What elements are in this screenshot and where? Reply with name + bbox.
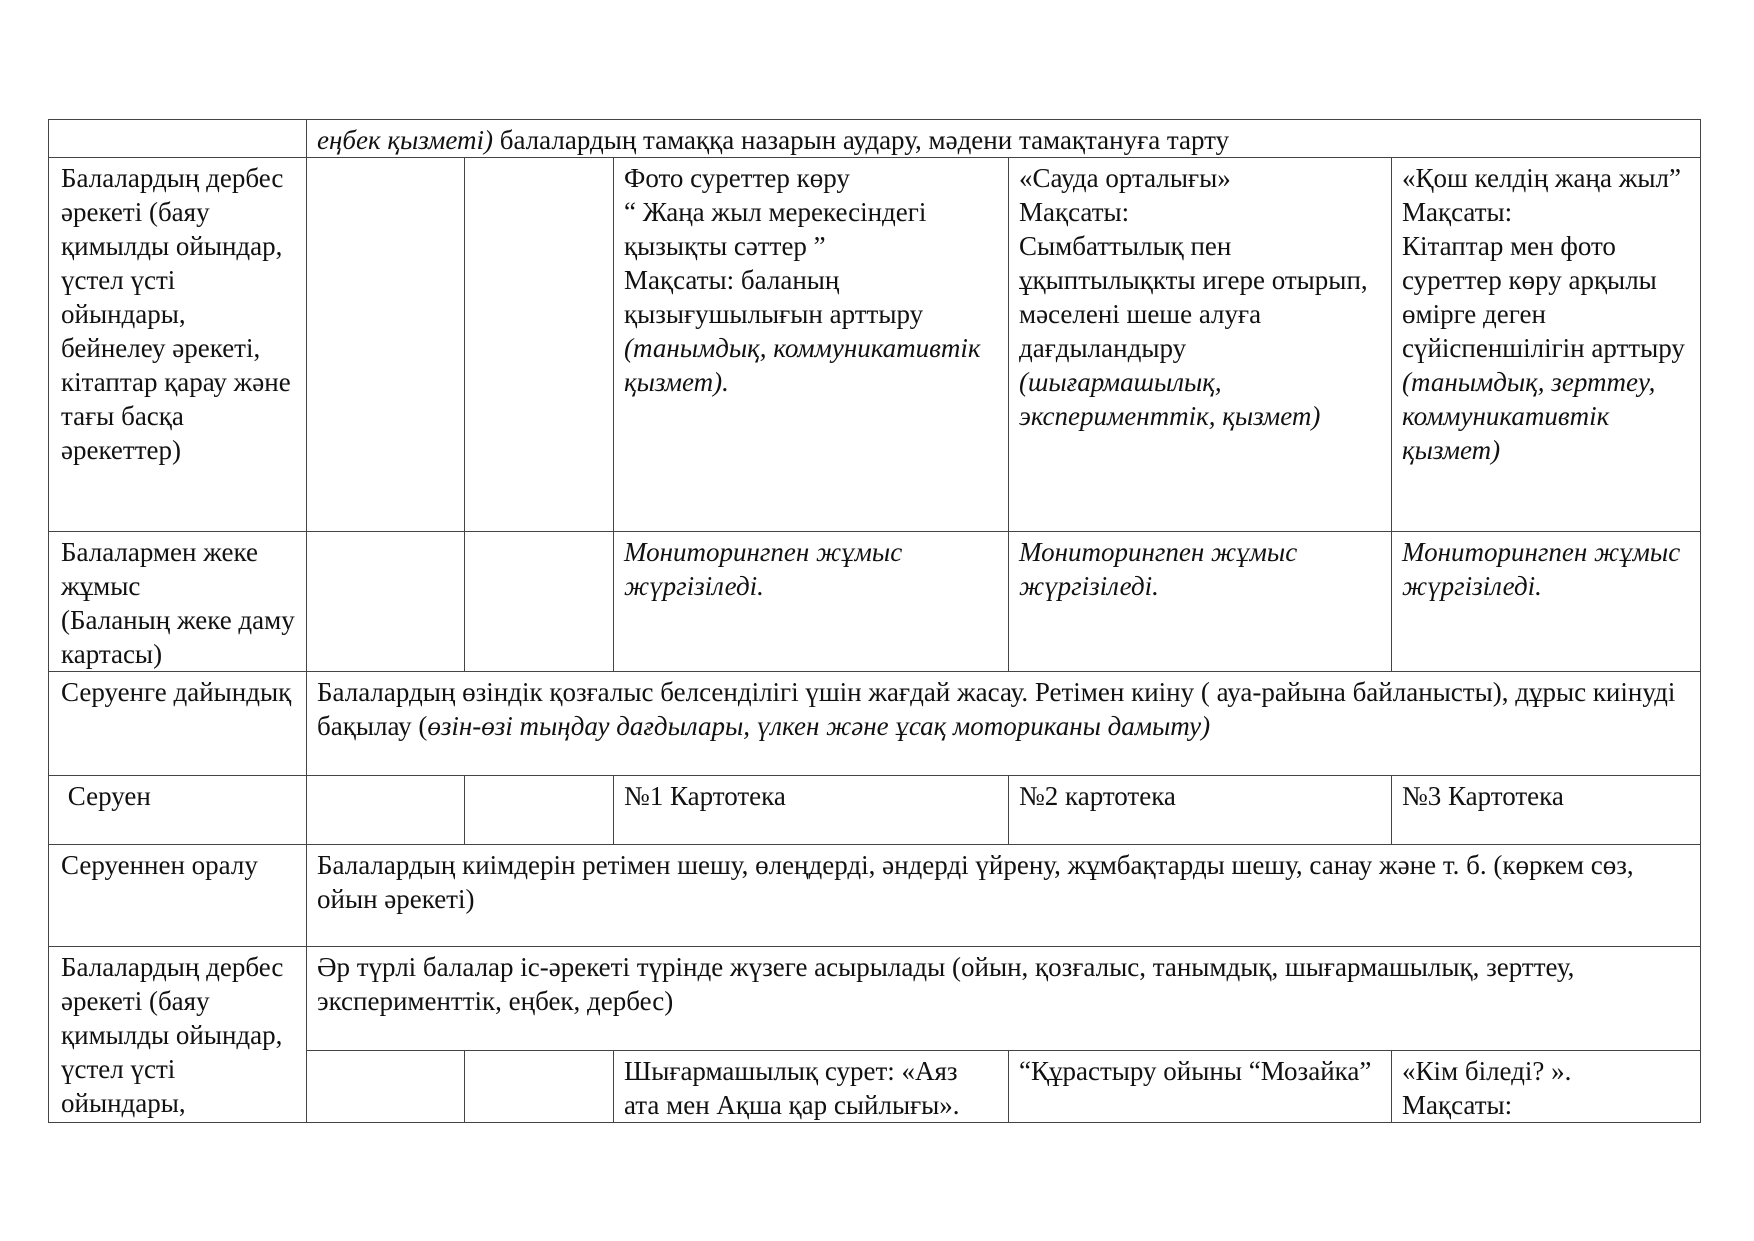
walk-prep-text-italic: өзін-өзі тыңдау дағдылары, үлкен және ұсақ моториканы дамыту) bbox=[427, 711, 1211, 741]
table-row-return bbox=[49, 845, 1701, 947]
independent-activity-2-cell-4: “Құрастыру ойыны “Мозайка” bbox=[1009, 1051, 1392, 1123]
independent-activity-cell-5-text: «Қош келдің жаңа жыл” Мақсаты: Кітаптар мен фото суреттер көру арқылы өмірге деген сүйіспеншілігін арттыру bbox=[1402, 163, 1685, 363]
return-text: Балалардың киімдерін ретімен шешу, өлеңдерді, әндерді үйрену, жұмбақтарды шешу, санау және т. б. (көркем сөз, ойын әрекеті) bbox=[307, 845, 1701, 947]
meals-label-cell bbox=[49, 120, 307, 158]
meals-text: балалардың тамаққа назарын аудару, мәдени тамақтануға тарту bbox=[492, 125, 1230, 155]
individual-work-cell-3 bbox=[614, 532, 1009, 672]
walk-cell-5: №3 Картотека bbox=[1392, 776, 1701, 845]
schedule-table bbox=[48, 119, 1701, 1123]
walk-cell-4: №2 картотека bbox=[1009, 776, 1392, 845]
table-row-walk bbox=[49, 776, 1701, 845]
meals-text-italic: еңбек қызметі) bbox=[317, 125, 493, 155]
independent-activity-cell-4 bbox=[1009, 158, 1392, 532]
independent-activity-2-empty-cell-1 bbox=[307, 1051, 465, 1123]
individual-work-label: Балалармен жеке жұмыс (Баланың жеке даму картасы) bbox=[49, 532, 307, 672]
walk-prep-text-cell bbox=[307, 672, 1701, 776]
independent-activity-cell-4-text: «Сауда орталығы» Мақсаты: Сымбаттылық пен ұқыптылықкты игере отырып, мәселені шеше алуға дағдыландыру bbox=[1019, 163, 1368, 363]
individual-work-empty-cell-2 bbox=[465, 532, 614, 672]
independent-activity-cell-3-italic: (танымдық, коммуникативтік қызмет). bbox=[624, 333, 981, 397]
individual-work-cell-5-text: Мониторингпен жұмыс жүргізіледі. bbox=[1402, 537, 1681, 601]
walk-empty-cell-2 bbox=[465, 776, 614, 845]
walk-label: Серуен bbox=[49, 776, 307, 845]
independent-activity-empty-cell-1 bbox=[307, 158, 465, 532]
table-row-meals bbox=[49, 120, 1701, 158]
table-row-independent-activity bbox=[49, 158, 1701, 532]
individual-work-cell-5 bbox=[1392, 532, 1701, 672]
independent-activity-label: Балалардың дербес әрекеті (баяу қимылды ойындар, үстел үсті ойындары, бейнелеу әрекеті, кітаптар қарау және тағы басқа әрекеттер) bbox=[49, 158, 307, 532]
independent-activity-cell-3 bbox=[614, 158, 1009, 532]
walk-prep-text: Балалардың өзіндік қозғалыс белсенділігі үшін жағдай жасау. Ретімен киіну ( ауа-райына байланысты), дұрыс киінуді бақылау ( bbox=[317, 677, 1676, 741]
individual-work-empty-cell-1 bbox=[307, 532, 465, 672]
walk-empty-cell-1 bbox=[307, 776, 465, 845]
independent-activity-2-empty-cell-2 bbox=[465, 1051, 614, 1123]
independent-activity-2-cell-5: «Кім біледі? ». Мақсаты: bbox=[1392, 1051, 1701, 1123]
walk-cell-3: №1 Картотека bbox=[614, 776, 1009, 845]
table-row-independent-activity-2 bbox=[49, 947, 1701, 1051]
individual-work-cell-4 bbox=[1009, 532, 1392, 672]
individual-work-cell-4-text: Мониторингпен жұмыс жүргізіледі. bbox=[1019, 537, 1298, 601]
independent-activity-cell-5 bbox=[1392, 158, 1701, 532]
independent-activity-empty-cell-2 bbox=[465, 158, 614, 532]
independent-activity-2-text: Әр түрлі балалар іс-әрекеті түрінде жүзеге асырылады (ойын, қозғалыс, танымдық, шығармашылық, зерттеу, эксперименттік, еңбек, дербес) bbox=[307, 947, 1701, 1051]
meals-text-cell bbox=[307, 120, 1701, 158]
independent-activity-2-cell-3: Шығармашылық сурет: «Аяз ата мен Ақша қар сыйлығы». bbox=[614, 1051, 1009, 1123]
independent-activity-cell-4-italic: (шығармашылық, эксперименттік, қызмет) bbox=[1019, 367, 1321, 431]
independent-activity-cell-5-italic: (танымдық, зерттеу, коммуникативтік қызмет) bbox=[1402, 367, 1656, 465]
table-row-walk-prep bbox=[49, 672, 1701, 776]
individual-work-cell-3-text: Мониторингпен жұмыс жүргізіледі. bbox=[624, 537, 903, 601]
independent-activity-cell-3-text: Фото суреттер көру “ Жаңа жыл мерекесіндегі қызықты сәттер ” Мақсаты: баланың қызығушылығын арттыру bbox=[624, 163, 927, 329]
independent-activity-2-label: Балалардың дербес әрекеті (баяу қимылды ойындар, үстел үсті ойындары, bbox=[49, 947, 307, 1123]
table-row-individual-work bbox=[49, 532, 1701, 672]
walk-prep-label: Серуенге дайындық bbox=[49, 672, 307, 776]
return-label: Серуеннен оралу bbox=[49, 845, 307, 947]
